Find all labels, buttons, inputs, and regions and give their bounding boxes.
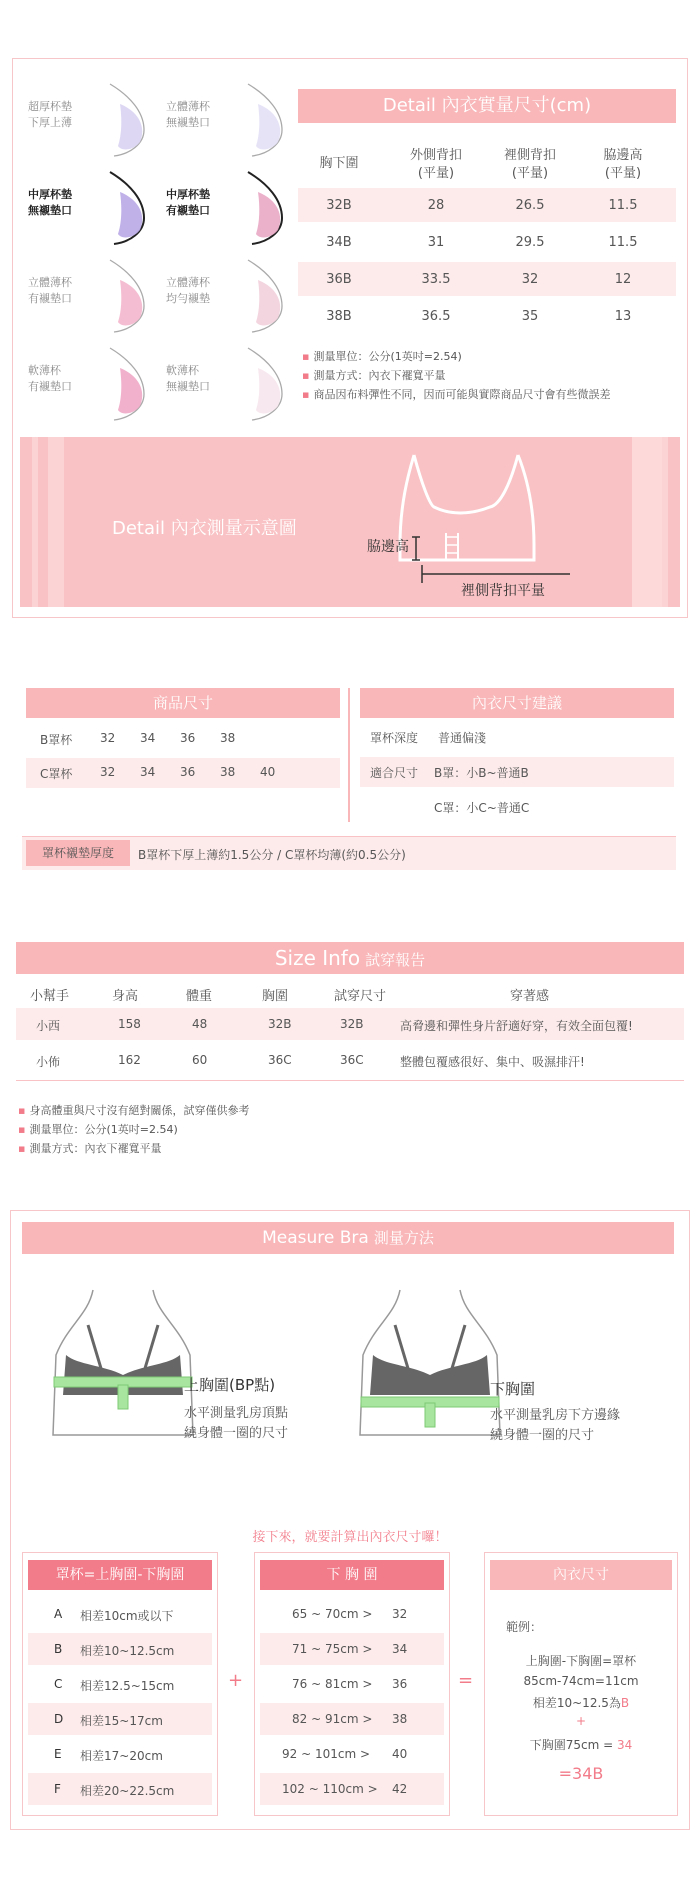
- cup-letter: A: [54, 1607, 63, 1621]
- cup-range: 相差12.5~15cm: [80, 1679, 175, 1693]
- back-width-label: 裡側背扣平量: [461, 583, 545, 599]
- under-range: 82 ~ 91cm >: [292, 1712, 373, 1726]
- bullet-icon: ▪: [18, 1104, 26, 1117]
- detail-note: [302, 348, 462, 364]
- diagram-banner-title: Detail 內衣測量示意圖: [112, 518, 297, 539]
- cup-type-label: 立體薄杯: [166, 276, 210, 289]
- size-info-cell: 36C: [268, 1053, 292, 1067]
- size-info-header: 小幫手: [30, 989, 70, 1004]
- detail-header-cell: (平量): [604, 166, 642, 181]
- product-size-value: 38: [220, 731, 236, 745]
- product-size-value: 32: [100, 765, 116, 779]
- cup-table-title: 罩杯=上胸圍-下胸圍: [28, 1560, 212, 1590]
- under-size: 40: [392, 1747, 408, 1761]
- size-info-cell: 32B: [268, 1017, 292, 1031]
- cup-letter: B: [54, 1642, 63, 1656]
- padding-label: 罩杯襯墊厚度: [26, 840, 130, 866]
- under-bust-title: 下胸圍: [490, 1380, 536, 1398]
- bra-cup-icon: [100, 258, 156, 338]
- cup-range: 相差15~17cm: [80, 1714, 163, 1728]
- cup-type-label: 無襯墊口: [28, 204, 72, 217]
- bullet-icon: ▪: [18, 1142, 26, 1155]
- cup-type-label: 軟薄杯: [166, 364, 199, 377]
- measure-title-en: Measure Bra: [262, 1228, 369, 1248]
- section-divider: [348, 688, 350, 822]
- note-text: 測量方式：內衣下襬寬平量: [313, 369, 446, 382]
- size-info-cell: 高脅邊和彈性身片舒適好穿，有效全面包覆!: [400, 1019, 633, 1033]
- product-size-value: 34: [140, 731, 156, 745]
- size-info-header: 胸圍: [262, 989, 289, 1004]
- under-range: 102 ~ 110cm >: [282, 1782, 378, 1796]
- example-line-3-text: 相差10~12.5為: [532, 1696, 621, 1710]
- cup-letter: D: [54, 1712, 64, 1726]
- detail-header-cell: 脇邊高: [603, 148, 643, 163]
- detail-cell: 28: [427, 198, 445, 213]
- product-size-value: 32: [100, 731, 116, 745]
- detail-note: [302, 367, 445, 383]
- size-info-cell: 32B: [340, 1017, 364, 1031]
- cup-letter: F: [54, 1782, 61, 1796]
- fit-size-b: B罩：小B~普通B: [434, 766, 529, 780]
- detail-cell: 13: [614, 309, 632, 324]
- size-info-title-zh: 試穿報告: [365, 951, 426, 969]
- detail-cell: 33.5: [421, 272, 451, 287]
- size-info-cell: 158: [118, 1017, 141, 1031]
- detail-cell: 32: [521, 272, 539, 287]
- cup-type-label: 均勻襯墊: [166, 292, 210, 305]
- plus-sign: +: [228, 1670, 244, 1691]
- cup-range: 相差10~12.5cm: [80, 1644, 175, 1658]
- size-info-header: 體重: [186, 989, 213, 1004]
- equals-sign: =: [458, 1670, 474, 1691]
- under-size: 32: [392, 1607, 408, 1621]
- size-info-title: [16, 942, 684, 974]
- cup-type-label: 立體薄杯: [28, 276, 72, 289]
- example-plus: +: [575, 1714, 587, 1728]
- detail-cell: 36B: [326, 272, 352, 287]
- upper-bust-desc-2: 繞身體一圈的尺寸: [184, 1426, 289, 1441]
- size-advice-title: 內衣尺寸建議: [360, 688, 674, 718]
- product-size-cup: B罩杯: [40, 733, 73, 747]
- size-info-note: [18, 1140, 161, 1156]
- note-text: 測量單位：公分(1英吋=2.54): [313, 350, 462, 363]
- size-info-cell: 162: [118, 1053, 141, 1067]
- detail-cell: 36.5: [421, 309, 451, 324]
- bra-cup-icon: [100, 346, 156, 426]
- measure-title-zh: 測量方法: [373, 1229, 434, 1247]
- note-text: 測量方式：內衣下襬寬平量: [29, 1142, 162, 1155]
- size-info-cell: 小佈: [36, 1055, 61, 1069]
- under-range: 65 ~ 70cm >: [292, 1607, 373, 1621]
- under-table-title: 下 胸 圍: [260, 1560, 444, 1590]
- under-size: 38: [392, 1712, 408, 1726]
- size-info-note: [18, 1102, 249, 1118]
- under-range: 71 ~ 75cm >: [292, 1642, 373, 1656]
- detail-header-cell: 裡側背扣: [503, 148, 556, 163]
- note-text: 商品因布料彈性不同，因而可能與實際商品尺寸會有些微誤差: [313, 388, 611, 401]
- detail-note: [302, 386, 610, 402]
- detail-cell: 11.5: [608, 235, 638, 250]
- under-size: 42: [392, 1782, 408, 1796]
- example-result: =34B: [558, 1764, 604, 1783]
- detail-cell: 34B: [326, 235, 352, 250]
- cup-depth-label: 罩杯深度: [370, 731, 419, 745]
- measure-title: [22, 1222, 674, 1254]
- size-info-cell: 整體包覆感很好、集中、吸濕排汗!: [400, 1055, 585, 1069]
- detail-header-cell: 胸下圍: [319, 156, 359, 171]
- detail-header-cell: (平量): [417, 166, 455, 181]
- padding-value: B罩杯下厚上薄約1.5公分 / C罩杯均薄(約0.5公分): [138, 848, 406, 862]
- under-range: 92 ~ 101cm >: [282, 1747, 371, 1761]
- product-size-value: 36: [180, 731, 196, 745]
- product-size-value: 36: [180, 765, 196, 779]
- cup-range: 相差17~20cm: [80, 1749, 163, 1763]
- cup-letter: C: [54, 1677, 63, 1691]
- size-info-title-en: Size Info: [274, 946, 361, 970]
- fit-size-c: C罩：小C~普通C: [434, 801, 530, 815]
- detail-cell: 32B: [326, 198, 352, 213]
- size-info-header: 試穿尺寸: [334, 989, 387, 1004]
- cup-range: 相差10cm或以下: [80, 1609, 174, 1623]
- bra-cup-icon: [238, 82, 294, 162]
- under-range: 76 ~ 81cm >: [292, 1677, 373, 1691]
- cup-depth-value: 普通偏淺: [438, 731, 487, 745]
- note-text: 測量單位：公分(1英吋=2.54): [29, 1123, 178, 1136]
- detail-header-cell: 外側背扣: [409, 148, 462, 163]
- detail-cell: 38B: [326, 309, 352, 324]
- cup-type-label: 有襯墊口: [166, 204, 210, 217]
- upper-bust-desc-1: 水平測量乳房頂點: [184, 1406, 289, 1421]
- bra-outline-diagram: [350, 445, 570, 600]
- cup-letter: E: [54, 1747, 62, 1761]
- bra-cup-icon: [100, 82, 156, 162]
- cup-type-label: 中厚杯墊: [28, 188, 72, 201]
- cup-type-label: 軟薄杯: [28, 364, 61, 377]
- example-line-1: 上胸圍-下胸圍=罩杯: [525, 1654, 637, 1668]
- upper-bust-illustration: [48, 1285, 198, 1445]
- product-size-value: 34: [140, 765, 156, 779]
- fit-size-label: 適合尺寸: [370, 766, 419, 780]
- product-size-cup: C罩杯: [40, 767, 73, 781]
- example-label: 範例：: [506, 1620, 543, 1634]
- cup-type-label: 無襯墊口: [166, 116, 210, 129]
- example-line-3: [484, 1694, 678, 1711]
- bullet-icon: ▪: [302, 350, 310, 363]
- under-bust-illustration: [355, 1285, 505, 1445]
- detail-cell: 31: [427, 235, 445, 250]
- bra-cup-icon: [238, 346, 294, 426]
- size-info-divider: [16, 1080, 684, 1081]
- cup-range: 相差20~22.5cm: [80, 1784, 175, 1798]
- detail-header-cell: (平量): [511, 166, 549, 181]
- result-title: 內衣尺寸: [490, 1560, 672, 1590]
- size-info-cell: 48: [192, 1017, 208, 1031]
- detail-cell: 35: [521, 309, 539, 324]
- under-bust-desc-2: 繞身體一圈的尺寸: [490, 1428, 595, 1443]
- upper-bust-title: 上胸圍(BP點): [184, 1376, 276, 1394]
- size-info-cell: 小西: [36, 1019, 61, 1033]
- cup-type-label: 超厚杯墊: [28, 100, 72, 113]
- size-info-header: 身高: [112, 989, 139, 1004]
- bra-cup-icon: [238, 258, 294, 338]
- side-height-label: 脇邊高: [367, 539, 409, 555]
- cup-type-label: 有襯墊口: [28, 380, 72, 393]
- bra-cup-icon: [100, 170, 156, 250]
- detail-cell: 26.5: [515, 198, 545, 213]
- product-size-title: 商品尺寸: [26, 688, 340, 718]
- cup-type-label: 立體薄杯: [166, 100, 210, 113]
- example-line-4-text: 下胸圍75cm =: [529, 1738, 617, 1752]
- example-line-3-cup: B: [620, 1696, 630, 1710]
- bullet-icon: ▪: [18, 1123, 26, 1136]
- example-line-4: [484, 1736, 678, 1753]
- detail-cell: 12: [614, 272, 632, 287]
- example-line-4-size: 34: [616, 1738, 633, 1752]
- cup-type-label: 無襯墊口: [166, 380, 210, 393]
- bullet-icon: ▪: [302, 388, 310, 401]
- example-line-2: 85cm-74cm=11cm: [523, 1674, 639, 1688]
- size-info-header: 穿著感: [510, 989, 550, 1004]
- size-info-note: [18, 1121, 178, 1137]
- detail-cell: 11.5: [608, 198, 638, 213]
- bra-cup-icon: [238, 170, 294, 250]
- product-size-value: 38: [220, 765, 236, 779]
- detail-table-title: Detail 內衣實量尺寸(cm): [298, 89, 676, 123]
- under-size: 34: [392, 1642, 408, 1656]
- size-info-cell: 36C: [340, 1053, 364, 1067]
- note-text: 身高體重與尺寸沒有絕對關係，試穿僅供參考: [29, 1104, 250, 1117]
- cup-type-label: 下厚上薄: [28, 116, 72, 129]
- detail-cell: 29.5: [515, 235, 545, 250]
- calc-heading: 接下來，就要計算出內衣尺寸囉！: [252, 1530, 448, 1545]
- product-size-value: 40: [260, 765, 276, 779]
- bullet-icon: ▪: [302, 369, 310, 382]
- cup-type-label: 中厚杯墊: [166, 188, 210, 201]
- under-bust-desc-1: 水平測量乳房下方邊緣: [490, 1408, 621, 1423]
- size-info-cell: 60: [192, 1053, 208, 1067]
- cup-type-label: 有襯墊口: [28, 292, 72, 305]
- under-size: 36: [392, 1677, 408, 1691]
